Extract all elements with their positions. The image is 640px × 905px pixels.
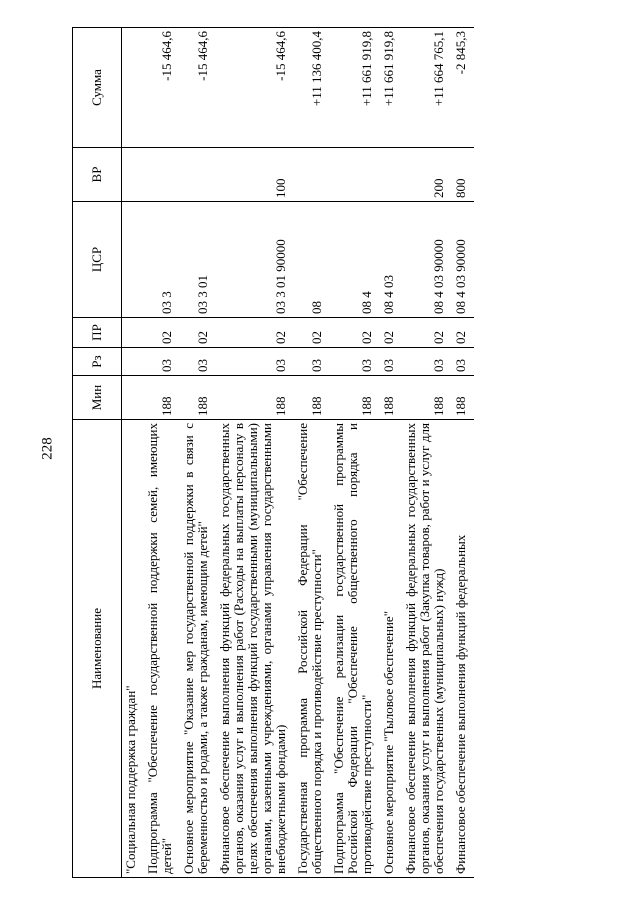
cell-vr bbox=[180, 148, 216, 202]
cell-min: 188 bbox=[402, 376, 452, 420]
cell-name: Государственная программа Российской Федерации "Обеспечение общественного порядка и противодействие преступности" bbox=[294, 420, 330, 878]
cell-min: 188 bbox=[330, 376, 380, 420]
cell-name: Подпрограмма "Обеспечение реализации государственной программы Российской Федерации "Обеспечение общественного порядка и противодействие преступности" bbox=[330, 420, 380, 878]
cell-name: Финансовое обеспечение выполнения функций федеральных государственных органов, оказания услуг и выполнения работ (Закупка товаров, работ и услуг для обеспечения государственных (муниципальных) нужд) bbox=[402, 420, 452, 878]
cell-pr: 02 bbox=[144, 318, 180, 348]
table-row bbox=[452, 28, 474, 878]
cell-vr bbox=[380, 148, 402, 202]
cell-vr: 100 bbox=[216, 148, 294, 202]
cell-sum bbox=[122, 28, 145, 148]
table-row bbox=[122, 28, 145, 878]
header-vr: ВР bbox=[73, 148, 122, 202]
cell-sum: +11 661 919,8 bbox=[330, 28, 380, 148]
cell-pr: 02 bbox=[180, 318, 216, 348]
table-row bbox=[380, 28, 402, 878]
cell-pr: 02 bbox=[380, 318, 402, 348]
cell-pr: 02 bbox=[216, 318, 294, 348]
cell-rz: 03 bbox=[216, 348, 294, 376]
cell-min bbox=[122, 376, 145, 420]
table-row bbox=[180, 28, 216, 878]
cell-rz: 03 bbox=[402, 348, 452, 376]
cell-name: Основное мероприятие "Оказание мер государственной поддержки в связи с беременностью и родами, а также гражданам, имеющим детей" bbox=[180, 420, 216, 878]
cell-csr: 08 4 03 bbox=[380, 202, 402, 318]
cell-pr: 02 bbox=[330, 318, 380, 348]
cell-name: Финансовое обеспечение выполнения функций федеральных bbox=[452, 420, 474, 878]
budget-table bbox=[72, 27, 474, 878]
table-row bbox=[216, 28, 294, 878]
table-header bbox=[73, 28, 122, 878]
table-body bbox=[122, 28, 475, 878]
cell-min: 188 bbox=[180, 376, 216, 420]
cell-vr bbox=[330, 148, 380, 202]
table-row bbox=[402, 28, 452, 878]
cell-sum: -15 464,6 bbox=[180, 28, 216, 148]
cell-rz: 03 bbox=[452, 348, 474, 376]
cell-sum: -15 464,6 bbox=[144, 28, 180, 148]
cell-rz: 03 bbox=[330, 348, 380, 376]
cell-csr: 08 4 03 90000 bbox=[452, 202, 474, 318]
cell-csr bbox=[122, 202, 145, 318]
header-pr: ПР bbox=[73, 318, 122, 348]
header-min: Мин bbox=[73, 376, 122, 420]
cell-pr bbox=[122, 318, 145, 348]
cell-csr: 03 3 01 bbox=[180, 202, 216, 318]
cell-csr: 08 4 03 90000 bbox=[402, 202, 452, 318]
table-row bbox=[294, 28, 330, 878]
cell-csr: 03 3 bbox=[144, 202, 180, 318]
cell-sum: -2 845,3 bbox=[452, 28, 474, 148]
cell-vr: 800 bbox=[452, 148, 474, 202]
cell-min: 188 bbox=[216, 376, 294, 420]
cell-sum: +11 136 400,4 bbox=[294, 28, 330, 148]
cell-vr bbox=[294, 148, 330, 202]
cell-vr bbox=[144, 148, 180, 202]
header-name: Наименование bbox=[73, 420, 122, 878]
cell-sum: -15 464,6 bbox=[216, 28, 294, 148]
rotated-table-frame bbox=[72, 28, 612, 878]
cell-csr: 03 3 01 90000 bbox=[216, 202, 294, 318]
cell-csr: 08 4 bbox=[330, 202, 380, 318]
table-row bbox=[330, 28, 380, 878]
cell-pr: 02 bbox=[452, 318, 474, 348]
cell-pr: 02 bbox=[294, 318, 330, 348]
header-sum: Сумма bbox=[73, 28, 122, 148]
cell-rz bbox=[122, 348, 145, 376]
cell-rz: 03 bbox=[180, 348, 216, 376]
cell-sum: +11 661 919,8 bbox=[380, 28, 402, 148]
cell-name: Финансовое обеспечение выполнения функций федеральных государственных органов, оказания услуг и выполнения работ (Расходы на выплаты персоналу в целях обеспечения выполнения функций государственными (муниципальными) органами, казенными учреждениями, органами управления государственными внебюджетными фондами) bbox=[216, 420, 294, 878]
cell-min: 188 bbox=[144, 376, 180, 420]
header-rz: Рз bbox=[73, 348, 122, 376]
cell-rz: 03 bbox=[294, 348, 330, 376]
cell-min: 188 bbox=[294, 376, 330, 420]
cell-name: Основное мероприятие "Тыловое обеспечение" bbox=[380, 420, 402, 878]
cell-rz: 03 bbox=[380, 348, 402, 376]
cell-min: 188 bbox=[380, 376, 402, 420]
header-csr: ЦСР bbox=[73, 202, 122, 318]
page-number: 228 bbox=[39, 437, 56, 460]
cell-min: 188 bbox=[452, 376, 474, 420]
cell-pr: 02 bbox=[402, 318, 452, 348]
cell-name: Подпрограмма "Обеспечение государственной поддержки семей, имеющих детей" bbox=[144, 420, 180, 878]
cell-name: "Социальная поддержка граждан" bbox=[122, 420, 145, 878]
cell-sum: +11 664 765,1 bbox=[402, 28, 452, 148]
cell-csr: 08 bbox=[294, 202, 330, 318]
cell-vr bbox=[122, 148, 145, 202]
cell-vr: 200 bbox=[402, 148, 452, 202]
table-row bbox=[144, 28, 180, 878]
cell-rz: 03 bbox=[144, 348, 180, 376]
